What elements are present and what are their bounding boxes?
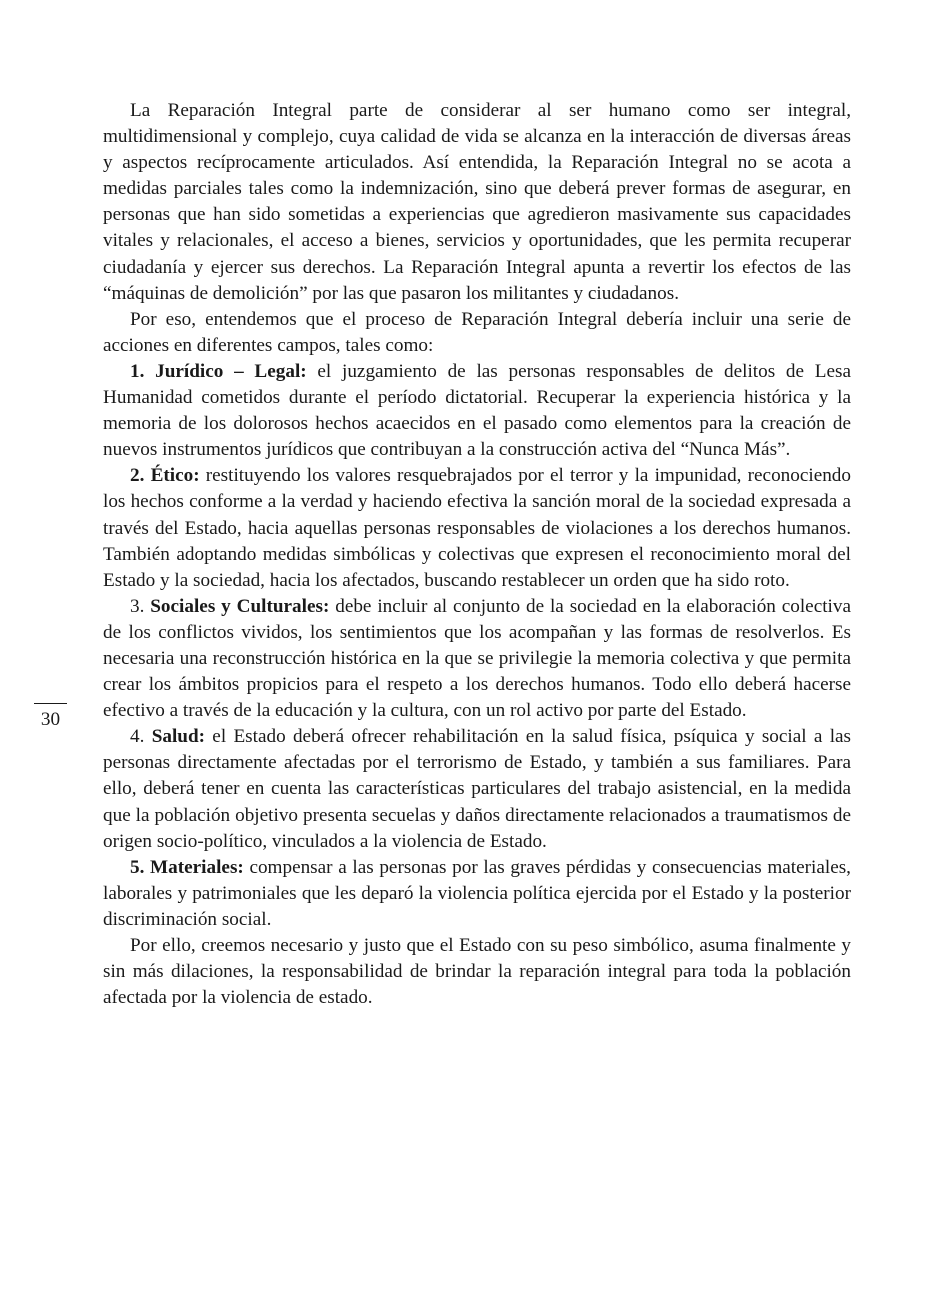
- paragraph-lead: 3.: [130, 595, 151, 617]
- page-number: 30: [40, 709, 61, 730]
- paragraph-heading: 2. Ético:: [130, 465, 200, 487]
- paragraph-text: Por eso, entendemos que el proceso de Reparación Integral debería incluir una serie de acciones en diferentes campos, tales como:: [103, 308, 851, 356]
- paragraph-text: debe incluir al conjunto de la sociedad en la elaboración colectiva de los conflictos vividos, los sentimientos que los acompañan y las formas de resolverlos. Es necesaria una reconstrucción histórica en la que se privilegie la memoria colectiva y que permita crear los ámbitos propicios para el respeto a los derechos humanos. Todo ello deberá hacerse efectivo a través de la educación y la cultura, con un rol activo por parte del Estado.: [103, 595, 851, 722]
- paragraph-heading: 5. Materiales:: [130, 856, 244, 878]
- paragraph-heading: Salud:: [151, 726, 206, 748]
- page-body: [103, 98, 851, 1011]
- paragraph-conclusion: [103, 933, 851, 1011]
- paragraph-text: compensar a las personas por las graves pérdidas y consecuencias materiales, laborales y patrimoniales que les deparó la violencia política ejercida por el Estado y la posterior discriminación social.: [103, 856, 851, 930]
- paragraph-heading: Sociales y Culturales:: [150, 595, 330, 617]
- paragraph-intro: [103, 98, 851, 307]
- page-number-rule: [34, 703, 67, 704]
- paragraph-lead: 4.: [130, 726, 152, 748]
- paragraph-text: Por ello, creemos necesario y justo que el Estado con su peso simbólico, asuma finalmente y sin más dilaciones, la responsabilidad de brindar la reparación integral para toda la población afectada por la violencia de estado.: [103, 935, 851, 1009]
- paragraph-salud: [103, 724, 851, 854]
- paragraph-text: La Reparación Integral parte de considerar al ser humano como ser integral, multidimensional y complejo, cuya calidad de vida se alcanza en la interacción de diversas áreas y aspectos recíprocamente articulados. Así entendida, la Reparación Integral no se acota a medidas parciales tales como la indemnización, sino que deberá prever formas de asegurar, en personas que han sido sometidas a experiencias que agredieron masivamente sus capacidades vitales y relacionales, el acceso a bienes, servicios y oportunidades, que les permita recuperar ciudadanía y ejercer sus derechos. La Reparación Integral apunta a revertir los efectos de las “máquinas de demolición” por las que pasaron los militantes y ciudadanos.: [103, 100, 851, 304]
- paragraph-heading: 1. Jurídico – Legal:: [130, 360, 307, 382]
- paragraph-text: restituyendo los valores resquebrajados por el terror y la impunidad, reconociendo los hechos conforme a la verdad y haciendo efectiva la sanción moral de la sociedad expresada a través del Estado, hacia aquellas personas responsables de violaciones a los derechos humanos. También adoptando medidas simbólicas y colectivas que expresen el reconocimiento moral del Estado y la sociedad, hacia los afectados, buscando restablecer un orden que ha sido roto.: [103, 465, 851, 591]
- paragraph-text: el Estado deberá ofrecer rehabilitación en la salud física, psíquica y social a las personas directamente afectadas por el terrorismo de Estado, y también a sus familiares. Para ello, deberá tener en cuenta las características particulares del trabajo asistencial, en la medida que la población objetivo presenta secuelas y daños directamente relacionados a traumatismos de origen socio-político, vinculados a la violencia de Estado.: [103, 726, 852, 852]
- paragraph-actions-intro: [103, 307, 851, 359]
- paragraph-sociales-culturales: [103, 594, 851, 724]
- paragraph-etico: [103, 463, 851, 593]
- paragraph-text: el juzgamiento de las personas responsables de delitos de Lesa Humanidad cometidos durante el período dictatorial. Recuperar la experiencia histórica y la memoria de los dolorosos hechos acaecidos en el pasado como elementos para la creación de nuevos instrumentos jurídicos que contribuyan a la construcción activa del “Nunca Más”.: [103, 360, 851, 461]
- paragraph-juridico-legal: [103, 359, 851, 463]
- paragraph-materiales: [103, 855, 851, 933]
